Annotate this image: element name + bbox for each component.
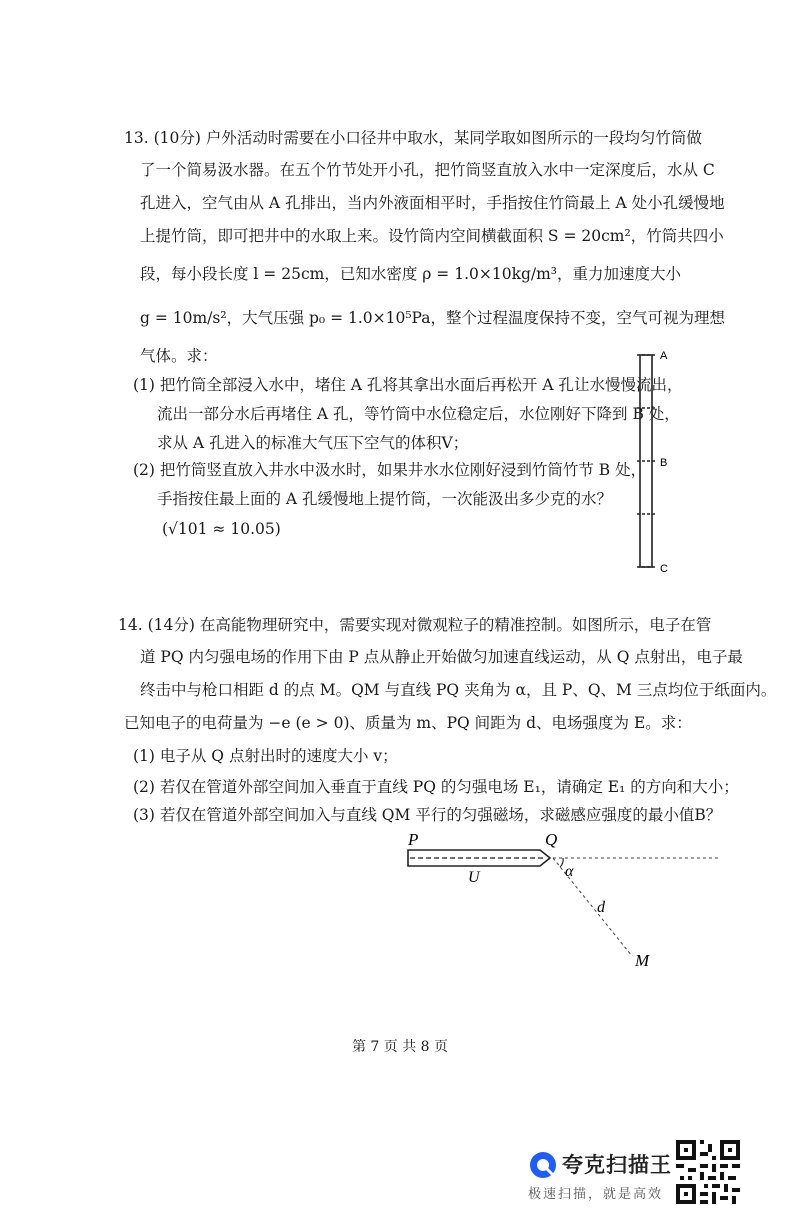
label-p: P: [408, 830, 419, 849]
q13-part1-line-3: 求从 A 孔进入的标准大气压下空气的体积V；: [157, 434, 469, 452]
q14-line-2: 道 PQ 内匀强电场的作用下由 P 点从静止开始做匀加速直线运动，从 Q 点射出，电子最: [140, 648, 743, 666]
q13-hint: (√101 ≈ 10.05): [162, 520, 281, 538]
q14-sub-2: (2) 若仅在管道外部空间加入垂直于直线 PQ 的匀强电场 E₁，请确定 E₁ 的方向和大小；: [133, 778, 739, 796]
q13-part2-line-2: 手指按住最上面的 A 孔缓慢地上提竹筒，一次能汲出多少克的水？: [157, 490, 613, 508]
label-u: U: [468, 869, 480, 886]
label-c: C: [660, 563, 668, 575]
brand-slogan: 极速扫描，就是高效: [528, 1187, 664, 1202]
q13-line-1: 13. (10分) 户外活动时需要在小口径井中取水，某同学取如图所示的一段均匀竹筒做: [124, 129, 702, 147]
qr-code-icon: [676, 1140, 740, 1204]
electron-gun-figure: [395, 828, 725, 973]
q13-line-3: 孔进入，空气由从 A 孔排出，当内外液面相平时，手指按住竹筒最上 A 处小孔缓慢地: [140, 194, 725, 212]
label-d: d: [597, 899, 605, 916]
label-q: Q: [545, 830, 558, 849]
bamboo-tube-figure: [625, 345, 685, 575]
page-number: 第 7 页 共 8 页: [351, 1039, 449, 1055]
q14-sub-3: (3) 若仅在管道外部空间加入与直线 QM 平行的匀强磁场，求磁感应强度的最小值B？: [133, 806, 722, 824]
q13-line-4: 上提竹筒，即可把井中的水取上来。设竹筒内空间横截面积 S = 20cm²，竹筒共四小: [140, 227, 724, 245]
q13-line-7: 气体。求：: [140, 347, 218, 365]
q14-line-3: 终击中与枪口相距 d 的点 M。QM 与直线 PQ 夹角为 α，且 P、Q、M 三点均位于纸面内。: [140, 681, 777, 699]
q13-line-6: g = 10m/s²，大气压强 p₀ = 1.0×10⁵Pa，整个过程温度保持不变，空气可视为理想: [140, 309, 726, 327]
q13-line-2: 了一个简易汲水器。在五个竹节处开小孔，把竹筒竖直放入水中一定深度后，水从 C: [140, 161, 715, 179]
scanner-watermark: [526, 1145, 676, 1205]
bamboo-tube-body: [640, 355, 652, 567]
brand-name: 夸克扫描王: [562, 1153, 672, 1177]
label-b: B: [660, 457, 668, 469]
q13-part1-line-2: 流出一部分水后再堵住 A 孔，等竹筒中水位稳定后，水位刚好下降到 B 处，: [157, 405, 680, 423]
q14-line-1: 14. (14分) 在高能物理研究中，需要实现对微观粒子的精准控制。如图所示，电子在管: [118, 616, 712, 634]
q14-sub-1: (1) 电子从 Q 点射出时的速度大小 v；: [133, 747, 398, 765]
label-alpha: α: [565, 863, 574, 880]
q14-line-4: 已知电子的电荷量为 −e (e > 0)、质量为 m、PQ 间距为 d、电场强度为 E。求：: [124, 714, 692, 732]
quark-logo-icon: [528, 1150, 558, 1180]
q13-line-5: 段，每小段长度 l = 25cm，已知水密度 ρ = 1.0×10kg/m³，重力加速度大小: [140, 265, 682, 283]
q13-part2-line-1: (2) 把竹筒竖直放入井水中汲水时，如果井水水位刚好浸到竹筒竹节 B 处，: [133, 461, 647, 479]
label-m: M: [635, 951, 650, 970]
label-a: A: [660, 350, 668, 362]
angle-arc: [560, 858, 563, 867]
q13-part1-line-1: (1) 把竹筒全部浸入水中，堵住 A 孔将其拿出水面后再松开 A 孔让水慢慢流出，: [133, 376, 683, 394]
